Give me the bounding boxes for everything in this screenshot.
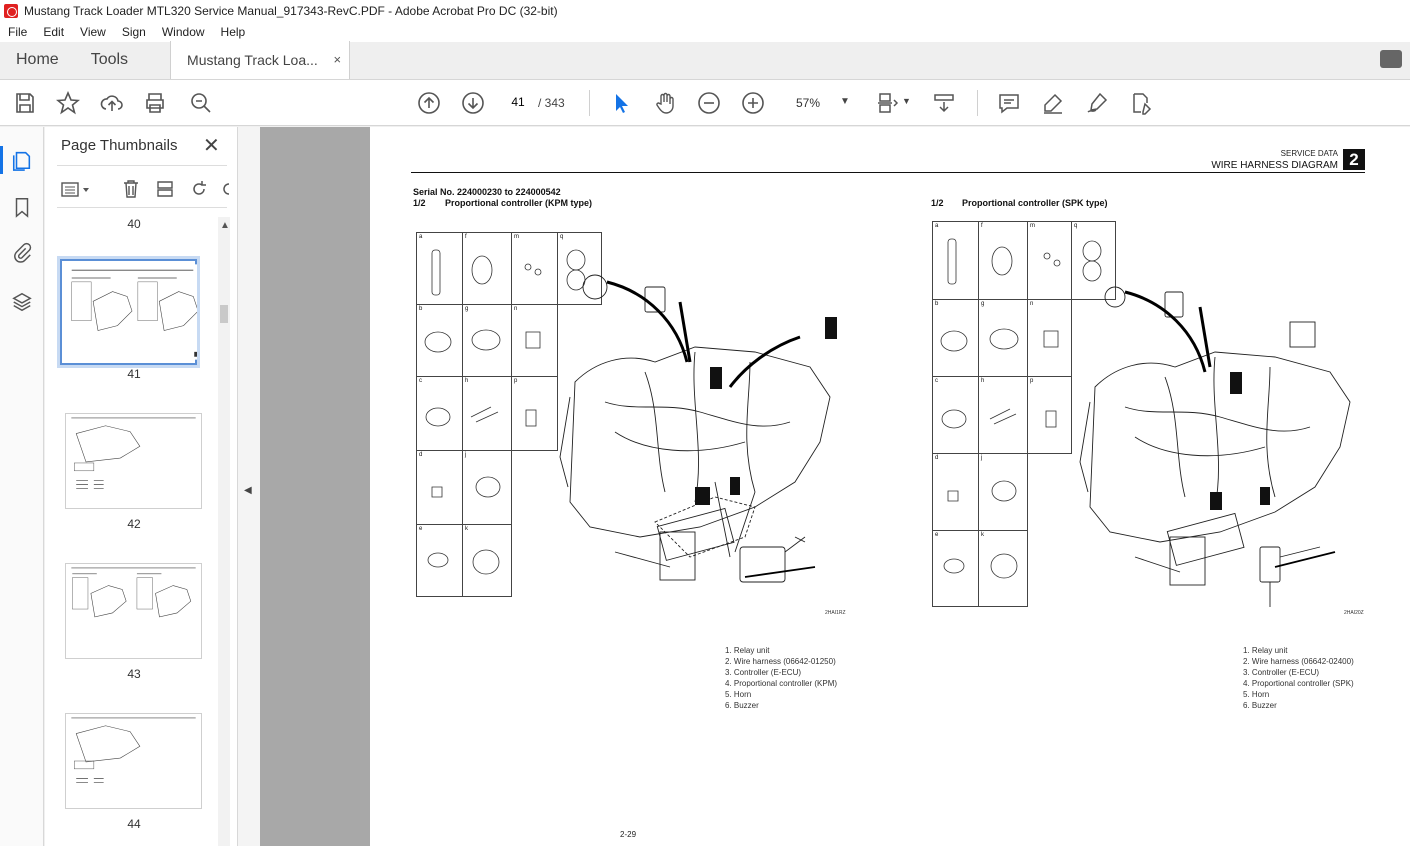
tab-document[interactable] — [170, 41, 350, 79]
right-legend-1: 1. Relay unit — [1243, 646, 1288, 655]
left-legend-4: 4. Proportional controller (KPM) — [725, 679, 838, 688]
select-arrow-icon[interactable] — [609, 91, 633, 115]
rotate-more-icon[interactable] — [219, 179, 229, 199]
comment-icon[interactable] — [997, 91, 1021, 115]
print-icon[interactable] — [143, 91, 167, 115]
collapse-arrow-icon[interactable]: ◀ — [244, 485, 252, 496]
thumbnail-page-44[interactable] — [65, 713, 202, 809]
hand-icon[interactable] — [653, 91, 677, 115]
tab-home[interactable]: Home — [16, 51, 59, 68]
header-title: WIRE HARNESS DIAGRAM — [1211, 160, 1338, 171]
chapter-number: 2 — [1343, 149, 1365, 170]
tab-document-label: Mustang Track Loa... — [187, 52, 318, 68]
page-thumbnails-icon[interactable] — [11, 149, 33, 171]
extract-pages-icon[interactable] — [155, 179, 175, 199]
thumbnail-page-41[interactable] — [60, 259, 197, 365]
zoom-dropdown-icon[interactable]: ▼ — [840, 96, 850, 107]
tab-close-icon[interactable]: × — [333, 52, 342, 67]
right-legend-2: 2. Wire harness (06642-02400) — [1243, 657, 1354, 666]
fit-page-icon[interactable] — [876, 91, 900, 115]
zoom-search-icon[interactable] — [189, 91, 213, 115]
left-legend-2: 2. Wire harness (06642-01250) — [725, 657, 836, 666]
detail-cell-letter: q — [1074, 223, 1078, 229]
detail-cell-letter: m — [1030, 223, 1035, 229]
left-legend-6: 6. Buzzer — [725, 701, 759, 710]
fit-dropdown-icon[interactable]: ▼ — [902, 96, 911, 106]
left-legend-1: 1. Relay unit — [725, 646, 770, 655]
detail-cell-letter: e — [935, 532, 939, 538]
tab-tools[interactable]: Tools — [90, 51, 129, 68]
toolbar-divider — [589, 90, 590, 116]
pdf-page — [370, 127, 1410, 846]
panel-close-icon[interactable]: ✕ — [203, 135, 220, 157]
scroll-mode-icon[interactable] — [932, 91, 956, 115]
thumb-label: 42 — [127, 517, 141, 531]
tab-bar — [0, 42, 1410, 80]
detail-cell-letter: n — [1030, 301, 1034, 307]
detail-cell-letter: c — [935, 378, 938, 384]
rotate-icon[interactable] — [189, 179, 209, 199]
right-legend-4: 4. Proportional controller (SPK) — [1243, 679, 1354, 688]
thumbnails-panel — [45, 127, 238, 846]
menu-bar — [0, 22, 1410, 42]
detail-cell-letter: b — [935, 301, 939, 307]
menu-view[interactable]: View — [80, 25, 106, 39]
detail-cell-letter: f — [465, 234, 467, 240]
scrollbar-thumb[interactable] — [220, 305, 228, 323]
header-rule — [411, 172, 1365, 173]
detail-cell-letter: a — [419, 234, 423, 240]
menu-sign[interactable]: Sign — [121, 25, 146, 39]
panel-divider — [57, 207, 227, 208]
detail-cell-letter: e — [419, 526, 423, 532]
sign-icon[interactable] — [1085, 91, 1109, 115]
left-rail — [0, 127, 44, 846]
layers-icon[interactable] — [11, 291, 33, 313]
detail-cell-letter: h — [981, 378, 985, 384]
acrobat-logo-icon — [4, 4, 18, 18]
zoom-out-icon[interactable] — [697, 91, 721, 115]
thumb-label: 44 — [127, 817, 141, 831]
thumbnail-page-43[interactable] — [65, 563, 202, 659]
zoom-level[interactable]: 57% — [796, 96, 821, 110]
detail-cell-letter: k — [465, 526, 468, 532]
thumb-label: 41 — [127, 367, 141, 381]
detail-cell-letter: k — [981, 532, 984, 538]
delete-pages-icon[interactable] — [121, 179, 141, 199]
edit-pdf-icon[interactable] — [1129, 91, 1153, 115]
left-subtitle-num: 1/2 — [413, 198, 426, 208]
page-total: / 343 — [538, 96, 565, 110]
menu-file[interactable]: File — [8, 25, 28, 39]
left-subtitle: Proportional controller (KPM type) — [445, 198, 593, 208]
detail-cell-letter: g — [981, 301, 985, 307]
highlight-pen-icon[interactable] — [1041, 91, 1065, 115]
page-number-input[interactable] — [503, 91, 533, 113]
thumb-label: 43 — [127, 667, 141, 681]
bookmark-star-icon[interactable] — [56, 91, 80, 115]
menu-help[interactable]: Help — [220, 25, 246, 39]
page-number: 2-29 — [620, 830, 637, 839]
detail-cell-letter: b — [419, 306, 423, 312]
detail-cell-letter: c — [419, 378, 422, 384]
detail-cell-letter: p — [1030, 378, 1034, 384]
detail-cell-letter: j — [981, 455, 983, 461]
serial-range: Serial No. 224000230 to 224000542 — [413, 187, 561, 197]
thumb-label: 40 — [127, 217, 141, 231]
attachments-icon[interactable] — [11, 242, 33, 264]
right-subtitle: Proportional controller (SPK type) — [962, 198, 1108, 208]
detail-cell-letter: d — [935, 455, 939, 461]
chat-icon[interactable] — [1380, 50, 1402, 68]
right-legend-6: 6. Buzzer — [1243, 701, 1277, 710]
bookmarks-icon[interactable] — [11, 196, 33, 218]
detail-cell-letter: d — [419, 452, 423, 458]
left-main-harness-diagram — [545, 232, 875, 617]
right-legend-5: 5. Horn — [1243, 690, 1270, 699]
right-figure-code: 2HAI20Z — [1344, 610, 1364, 616]
toolbar-divider — [977, 90, 978, 116]
detail-cell-letter: h — [465, 378, 469, 384]
detail-cell-letter: f — [981, 223, 983, 229]
next-page-icon[interactable] — [461, 91, 485, 115]
left-legend-3: 3. Controller (E-ECU) — [725, 668, 802, 677]
panel-collapse-bar[interactable] — [238, 127, 260, 846]
panel-title: Page Thumbnails — [61, 137, 178, 154]
right-main-harness-diagram — [1060, 237, 1380, 622]
scroll-up-icon[interactable]: ▲ — [220, 220, 230, 231]
window-title: Mustang Track Loader MTL320 Service Manual_917343-RevC.PDF - Adobe Acrobat Pro DC (32-bit) — [24, 4, 558, 18]
prev-page-icon[interactable] — [417, 91, 441, 115]
detail-cell-letter: q — [560, 234, 564, 240]
detail-cell-letter: a — [935, 223, 939, 229]
header-section: SERVICE DATA — [1280, 149, 1338, 158]
share-upload-icon[interactable] — [100, 91, 124, 115]
menu-edit[interactable]: Edit — [43, 25, 65, 39]
detail-cell-letter: m — [514, 234, 519, 240]
thumbnail-page-42[interactable] — [65, 413, 202, 509]
title-bar — [0, 0, 1410, 22]
right-legend-3: 3. Controller (E-ECU) — [1243, 668, 1320, 677]
right-subtitle-num: 1/2 — [931, 198, 944, 208]
rail-active-indicator — [0, 146, 3, 174]
detail-cell-letter: n — [514, 306, 518, 312]
panel-divider — [57, 165, 227, 166]
detail-cell-letter: p — [514, 378, 518, 384]
menu-window[interactable]: Window — [161, 25, 205, 39]
document-canvas[interactable] — [260, 127, 1410, 846]
zoom-in-icon[interactable] — [741, 91, 765, 115]
save-icon[interactable] — [13, 91, 37, 115]
detail-cell-letter: g — [465, 306, 469, 312]
left-figure-code: 2HAI1RZ — [825, 610, 846, 616]
left-legend-5: 5. Horn — [725, 690, 752, 699]
detail-cell-letter: j — [465, 452, 467, 458]
thumbnail-options-icon[interactable] — [61, 179, 91, 199]
